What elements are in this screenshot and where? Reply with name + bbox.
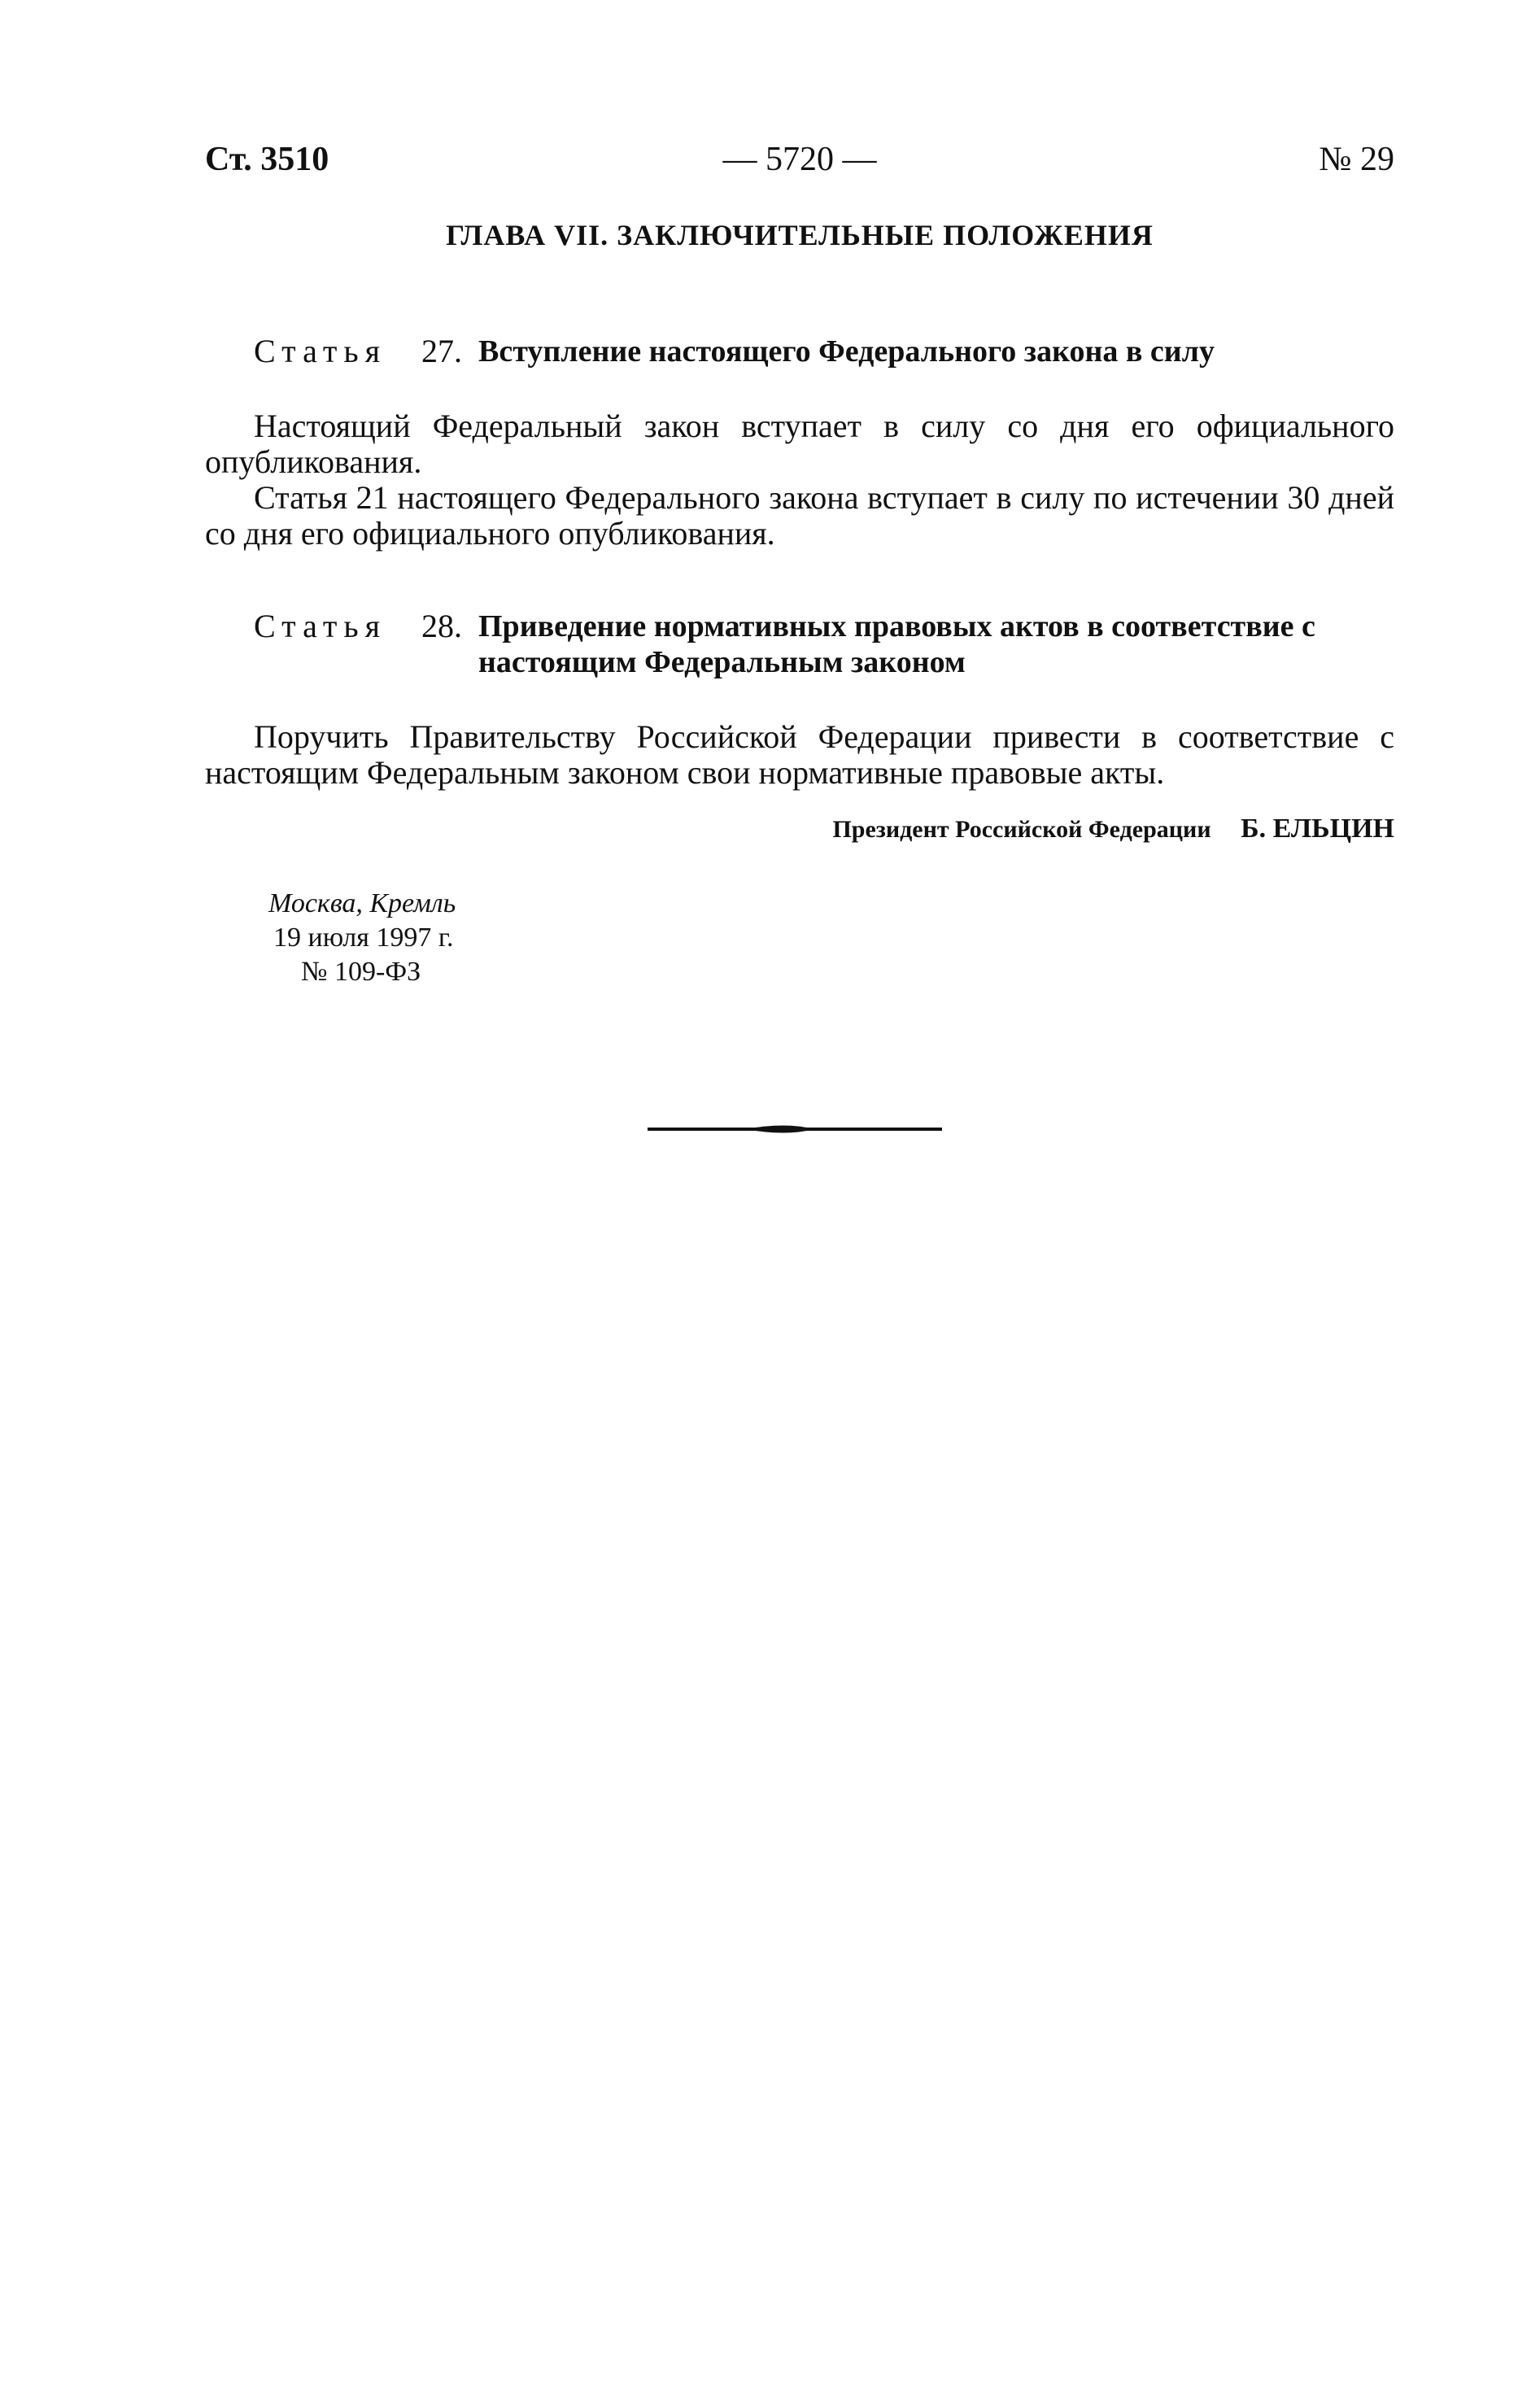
divider-ornament-icon [648, 1121, 942, 1137]
article-word: Статья [254, 608, 386, 644]
signing-date: 19 июля 1997 г. [273, 923, 454, 953]
article-heading [205, 334, 1394, 369]
article-paragraph: Поручить Правительству Российской Федерации привести в соответствие с настоящим Федеральным законом свои нормативные правовые акты. [205, 718, 1394, 791]
article-number: 27. [421, 333, 462, 369]
page-header [205, 140, 1394, 189]
article-heading [205, 609, 1394, 680]
article-title: Приведение нормативных правовых актов в соответствие с настоящим Федеральным законом [478, 609, 1315, 679]
page-number: — 5720 — [722, 141, 877, 178]
place-date-block [268, 887, 513, 989]
article-reference: Ст. 3510 [205, 141, 329, 178]
chapter-title: ГЛАВА VII. ЗАКЛЮЧИТЕЛЬНЫЕ ПОЛОЖЕНИЯ [446, 219, 1154, 251]
signatory-name: Б. ЕЛЬЦИН [1241, 814, 1394, 844]
article-paragraph: Настоящий Федеральный закон вступает в силу со дня его официального опубликования. [205, 408, 1394, 480]
law-number: № 109-ФЗ [301, 957, 421, 987]
article-word: Статья [254, 333, 386, 369]
article-number: 28. [421, 608, 462, 644]
article-27 [205, 334, 1394, 552]
article-title: Вступление настоящего Федерального закона в силу [478, 334, 1215, 369]
article-paragraph: Статья 21 настоящего Федерального закона вступает в силу по истечении 30 дней со дня его официального опубликования. [205, 479, 1394, 552]
signatory-role: Президент Российской Федерации [832, 816, 1211, 843]
signing-place: Москва, Кремль [268, 888, 456, 918]
article-28 [205, 609, 1394, 791]
signature-line [205, 814, 1394, 844]
issue-number: № 29 [1319, 141, 1394, 178]
